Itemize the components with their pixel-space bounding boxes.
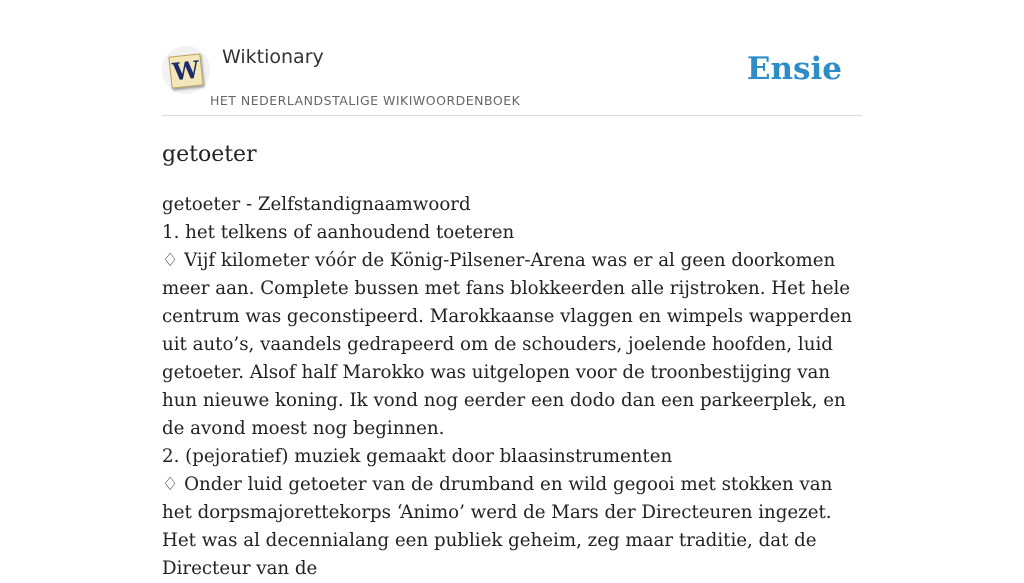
- site-header: [162, 0, 862, 116]
- ensie-brand-logo[interactable]: Ensie: [746, 51, 842, 87]
- definition-2: 2. (pejoratief) muziek gemaakt door blaasinstrumenten: [162, 446, 673, 467]
- definition-content: [162, 191, 862, 583]
- site-tagline: HET NEDERLANDSTALIGE WIKIWOORDENBOEK: [210, 93, 521, 108]
- site-name[interactable]: Wiktionary: [222, 46, 324, 68]
- definition-1: 1. het telkens of aanhoudend toeteren: [162, 222, 515, 243]
- word-class-line: getoeter - Zelfstandignaamwoord: [162, 194, 471, 215]
- logo-tile: W: [168, 53, 203, 88]
- page-title: getoeter: [162, 142, 257, 167]
- example-2: ♢ Onder luid getoeter van de drumband en wild gegooi met stokken van het dorpsmajorettekorps ‘Animo’ werd de Mars der Directeuren ingezet. Het was al decennialang een publiek geheim, zeg maar traditie, dat de Directeur van de: [162, 474, 833, 579]
- example-1: ♢ Vijf kilometer vóór de König-Pilsener-Arena was er al geen doorkomen meer aan. Complete bussen met fans blokkeerden alle rijstroken. Het hele centrum was geconstipeerd. Marokkaanse vlaggen en wimpels wapperden uit auto’s, vaandels gedrapeerd om de schouders, joelende hoofden, luid getoeter. Alsof half Marokko was uitgelopen voor de troonbestijging van hun nieuwe koning. Ik vond nog eerder een dodo dan een parkeerplek, en de avond moest nog beginnen.: [162, 250, 853, 439]
- wiktionary-logo-icon[interactable]: [162, 46, 210, 94]
- page: [162, 0, 862, 583]
